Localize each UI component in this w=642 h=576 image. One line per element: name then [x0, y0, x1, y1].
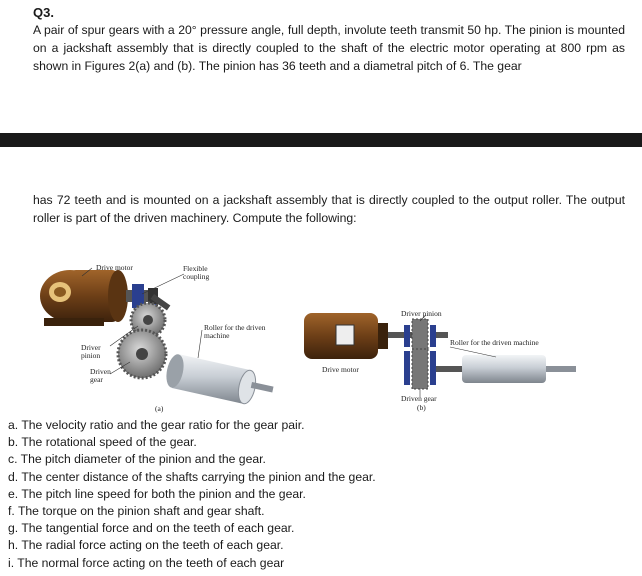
page-divider [0, 133, 642, 147]
label-roller-b: Roller for the driven machine [450, 338, 539, 347]
caption-figure-b: (b) [417, 403, 426, 412]
label-drive-motor-b: Drive motor [322, 365, 359, 374]
roller-a [164, 353, 274, 406]
label-drive-motor-a: Drive motor [96, 263, 133, 272]
roller-b [436, 355, 576, 383]
caption-figure-a: (a) [155, 404, 164, 413]
list-item: c. The pitch diameter of the pinion and the gear. [8, 452, 266, 467]
list-item: e. The pitch line speed for both the pinion and the gear. [8, 486, 306, 501]
question-paragraph-2: has 72 teeth and is mounted on a jackshaft assembly that is directly coupled to the output roller. The output roller is part of the driven machinery. Compute the following: [33, 193, 625, 225]
list-item: g. The tangential force and on the teeth of each gear. [8, 521, 295, 536]
list-item: f. The torque on the pinion shaft and gear shaft. [8, 504, 265, 519]
list-item: b. The rotational speed of the gear. [8, 435, 197, 450]
figure-b-illustration [300, 305, 585, 405]
question-label: Q3. [33, 5, 54, 20]
drive-motor-b [304, 313, 388, 359]
question-items [8, 417, 376, 572]
list-item: a. The velocity ratio and the gear ratio for the gear pair. [8, 418, 305, 432]
label-roller-a: Roller for the driven machine [204, 323, 266, 340]
question-paragraph-1: A pair of spur gears with a 20° pressure angle, full depth, involute teeth transmit 50 hp. The pinion is mounted on a jackshaft assembly that is directly coupled to the shaft of the electric motor operating at 800 rpm as shown in Figures 2(a) and (b). The pinion has 36 teeth and a diametral pitch of 6. The gear [33, 23, 625, 73]
list-item: d. The center distance of the shafts carrying the pinion and the gear. [8, 469, 376, 484]
list-item: h. The radial force acting on the teeth of each gear. [8, 538, 284, 553]
label-driven-gear-a: Driven gear [90, 367, 111, 384]
label-driver-pinion-b: Driver pinion [401, 309, 442, 318]
label-flexible-coupling-a: Flexible coupling [183, 264, 210, 281]
driven-gear-b [404, 349, 436, 389]
label-driven-gear-b: Driven gear [401, 394, 437, 403]
list-item: i. The normal force acting on the teeth of each gear [8, 555, 285, 570]
driven-gear-a [118, 330, 166, 378]
label-driver-pinion-a: Driver pinion [81, 343, 101, 360]
drive-motor-a [40, 270, 128, 326]
